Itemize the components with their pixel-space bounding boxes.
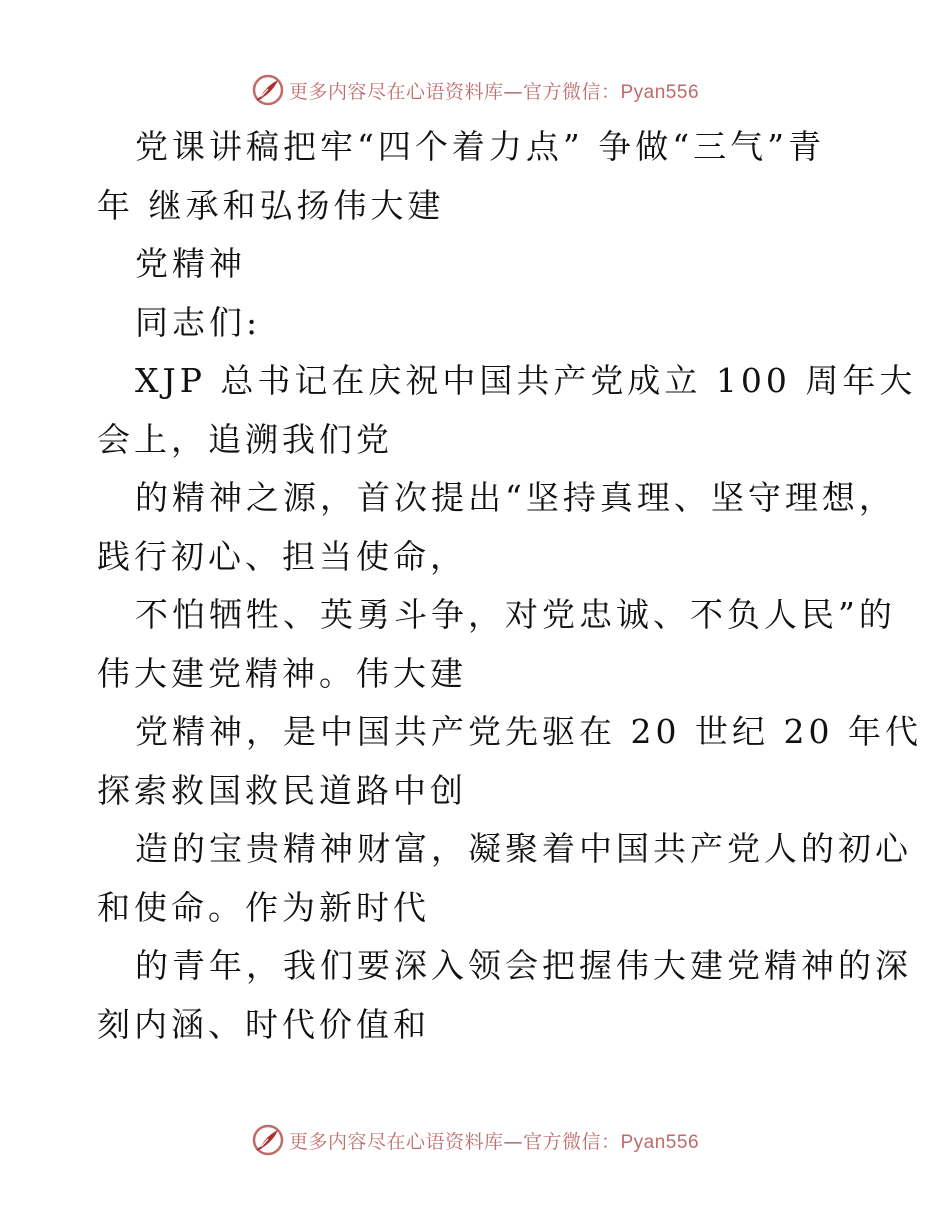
watermark-wechat-id: Pyan556 [620, 1131, 700, 1153]
paragraph-line: 践行初心、担当使命， [97, 536, 467, 576]
watermark-wechat-id: Pyan556 [620, 81, 700, 103]
title-line-2: 年 继承和弘扬伟大建 [97, 185, 445, 225]
watermark-main: 更多内容尽在心语资料库 [288, 80, 504, 103]
watermark-separator: — [503, 1130, 523, 1153]
paragraph-line: 的精神之源，首次提出“坚持真理、坚守理想， [135, 478, 896, 517]
feather-pen-logo-icon [251, 73, 285, 107]
title-line-1: 党课讲稿把牢“四个着力点” 争做“三气”青 [135, 127, 825, 166]
feather-pen-logo-icon [251, 1123, 285, 1157]
paragraph-line: 党精神，是中国共产党先驱在 20 世纪 20 年代 [135, 712, 922, 751]
document-body [97, 118, 922, 1054]
title-line-3: 党精神 [135, 244, 246, 283]
watermark-separator: — [503, 80, 523, 103]
paragraph-line: 刻内涵、时代价值和 [97, 1004, 430, 1044]
watermark-main: 更多内容尽在心语资料库 [288, 1130, 504, 1153]
watermark-text [289, 77, 699, 104]
paragraph-line: XJP 总书记在庆祝中国共产党成立 100 周年大 [135, 361, 917, 400]
paragraph-line: 会上，追溯我们党 [97, 419, 393, 459]
paragraph-line: 造的宝贵精神财富，凝聚着中国共产党人的初心 [135, 829, 912, 868]
watermark-wechat-label: 官方微信： [522, 80, 621, 103]
watermark-wechat-label: 官方微信： [522, 1130, 621, 1153]
header-watermark [0, 70, 950, 110]
salutation: 同志们: [135, 302, 262, 342]
paragraph-line: 的青年，我们要深入领会把握伟大建党精神的深 [135, 946, 912, 985]
paragraph-line: 伟大建党精神。伟大建 [97, 653, 467, 693]
footer-watermark [0, 1120, 950, 1160]
paragraph-line: 探索救国救民道路中创 [97, 770, 467, 810]
watermark-text [289, 1127, 699, 1154]
paragraph-line: 不怕牺牲、英勇斗争，对党忠诚、不负人民”的 [135, 595, 896, 634]
paragraph-line: 和使命。作为新时代 [97, 887, 430, 927]
